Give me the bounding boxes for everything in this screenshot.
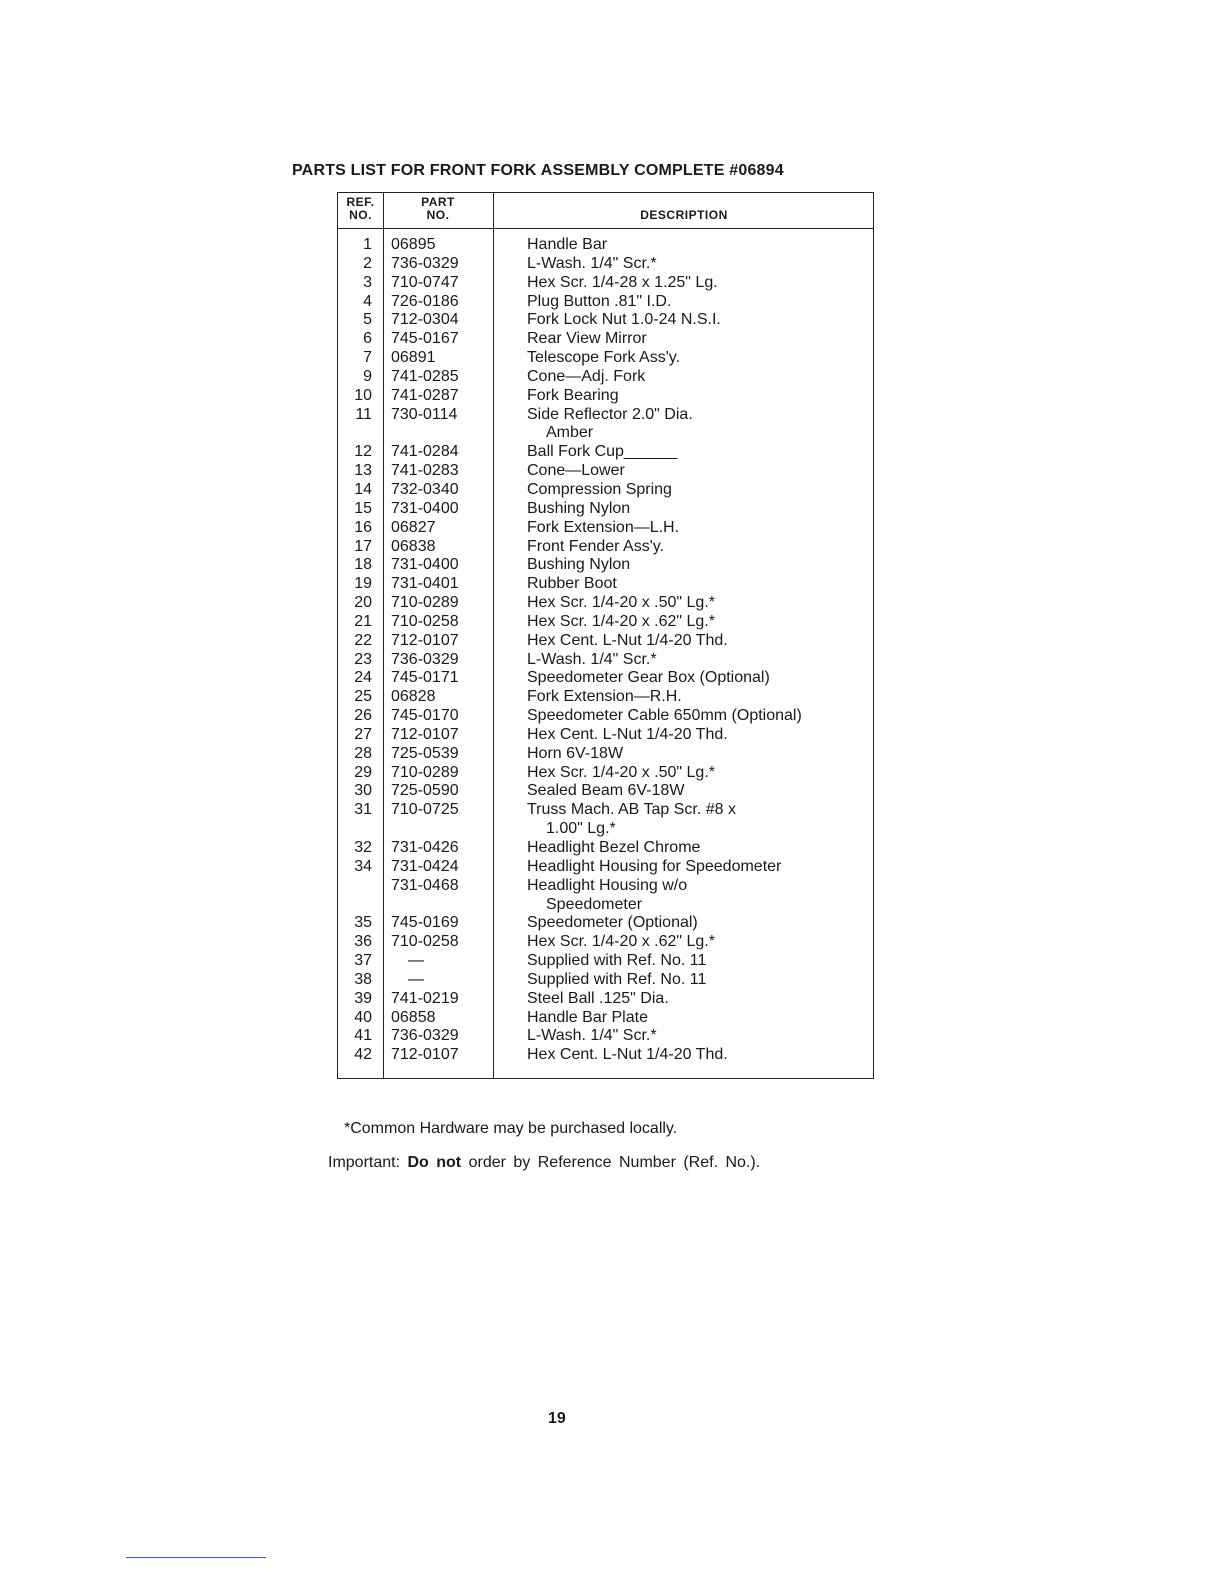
footnote: *Common Hardware may be purchased locally.: [344, 1120, 678, 1137]
page-number: 19: [548, 1410, 566, 1427]
table-row: [338, 801, 875, 820]
table-row: [338, 764, 875, 783]
ref-no: 13: [354, 462, 372, 480]
part-no: 725-0590: [391, 782, 459, 800]
table-row: [338, 1009, 875, 1028]
table-row: [338, 971, 875, 990]
description: Telescope Fork Ass'y.: [527, 349, 681, 367]
description: Speedometer: [546, 895, 643, 913]
ref-no: 3: [363, 273, 372, 291]
table-row: [338, 556, 875, 575]
table-row: [338, 575, 875, 594]
ref-no: 32: [354, 839, 372, 856]
ref-no: 37: [354, 952, 372, 970]
description: Truss Mach. AB Tap Scr. #8 x: [527, 801, 736, 819]
ref-no: 16: [354, 518, 372, 536]
ref-no: 11: [355, 405, 372, 423]
description: Fork Extension—L.H.: [527, 518, 680, 536]
description: Fork Extension—R.H.: [527, 688, 682, 706]
description: Compression Spring: [527, 480, 672, 498]
description: Hex Scr. 1/4-20 x .50" Lg.*: [527, 594, 715, 612]
ref-no: 38: [354, 970, 372, 988]
table-row: [338, 933, 875, 952]
part-no: 710-0289: [391, 594, 459, 612]
description: Hex Scr. 1/4-20 x .62" Lg.*: [527, 612, 715, 630]
table-row: [338, 538, 875, 557]
description: Supplied with Ref. No. 11: [527, 970, 707, 988]
description: Amber: [546, 424, 594, 442]
ref-no: 31: [354, 801, 372, 819]
ref-no: 18: [354, 556, 372, 574]
table-row: [338, 443, 875, 462]
table-row: [338, 952, 875, 971]
table-row: [338, 519, 875, 538]
table-row: [338, 236, 875, 255]
description: Rubber Boot: [527, 575, 617, 593]
description: Headlight Housing w/o: [527, 876, 688, 894]
part-no: 731-0400: [391, 499, 459, 517]
part-no: 741-0283: [391, 462, 459, 480]
part-no: 726-0186: [391, 292, 459, 310]
table-row: [338, 726, 875, 745]
table-row: [338, 707, 875, 726]
part-no: 736-0329: [391, 254, 459, 272]
part-no: 745-0170: [391, 707, 459, 725]
table-row: [338, 613, 875, 632]
description: Plug Button .81" I.D.: [527, 292, 672, 310]
part-no: 712-0107: [391, 1046, 459, 1064]
description: L-Wash. 1/4" Scr.*: [527, 254, 657, 272]
part-no: 710-0747: [391, 273, 459, 291]
header-part-no: PART NO.: [421, 195, 455, 222]
table-row: [338, 914, 875, 933]
part-no: 731-0424: [391, 857, 459, 875]
header-description: DESCRIPTION: [640, 208, 728, 222]
description: Speedometer (Optional): [527, 914, 698, 932]
description: Hex Cent. L-Nut 1/4-20 Thd.: [527, 725, 728, 743]
part-no: 710-0258: [391, 612, 459, 630]
ref-no: 4: [363, 292, 372, 310]
table-row: [338, 500, 875, 519]
table-row: [338, 858, 875, 877]
description: Hex Scr. 1/4-20 x .62" Lg.*: [527, 933, 715, 951]
table-row: [338, 462, 875, 481]
part-no: 710-0258: [391, 933, 459, 951]
part-no: 06827: [391, 518, 436, 536]
ref-no: 34: [354, 857, 372, 875]
ref-no: 2: [363, 254, 372, 272]
part-no: —: [408, 970, 424, 988]
table-row: [338, 594, 875, 613]
table-row: [338, 1046, 875, 1065]
ref-no: 10: [354, 386, 372, 404]
ref-no: 15: [354, 499, 372, 517]
ref-no: 42: [354, 1046, 372, 1064]
table-row: [338, 293, 875, 312]
ref-no: 30: [354, 782, 372, 800]
part-no: 745-0171: [391, 669, 459, 687]
part-no: 731-0426: [391, 839, 459, 856]
part-no: 710-0289: [391, 763, 459, 781]
part-no: 745-0167: [391, 330, 459, 348]
description: L-Wash. 1/4" Scr.*: [527, 650, 657, 668]
ref-no: 36: [354, 933, 372, 951]
part-no: 06828: [391, 688, 436, 706]
ref-no: 9: [363, 367, 372, 385]
table-row: [338, 406, 875, 425]
description: Fork Bearing: [527, 386, 619, 404]
parts-table: [337, 192, 874, 1079]
description: Horn 6V-18W: [527, 744, 624, 762]
part-no: 06891: [391, 349, 436, 367]
table-row: [338, 990, 875, 1009]
ref-no: 41: [354, 1027, 372, 1045]
table-row: [338, 669, 875, 688]
ref-no: 35: [354, 914, 372, 932]
description: Hex Cent. L-Nut 1/4-20 Thd.: [527, 1046, 728, 1064]
part-no: 06895: [391, 236, 436, 253]
table-row: [338, 255, 875, 274]
part-no: 712-0107: [391, 725, 459, 743]
part-no: 741-0284: [391, 443, 459, 461]
description: Handle Bar: [527, 236, 608, 253]
part-no: 736-0329: [391, 1027, 459, 1045]
description: Handle Bar Plate: [527, 1008, 648, 1026]
important-emphasis: Do not: [407, 1154, 462, 1171]
table-row: [338, 1027, 875, 1046]
description: L-Wash. 1/4" Scr.*: [527, 1027, 657, 1045]
description: Bushing Nylon: [527, 556, 631, 574]
ref-no: 5: [363, 311, 372, 329]
part-no: 06858: [391, 1008, 436, 1026]
part-no: 741-0285: [391, 367, 459, 385]
description: Rear View Mirror: [527, 330, 647, 348]
important-note: [328, 1154, 760, 1172]
description: Side Reflector 2.0" Dia.: [527, 405, 693, 423]
table-row: [338, 651, 875, 670]
ref-no: 40: [354, 1008, 372, 1026]
ref-no: 25: [354, 688, 372, 706]
ref-no: 29: [354, 763, 372, 781]
description: Headlight Bezel Chrome: [527, 839, 701, 856]
part-no: 725-0539: [391, 744, 459, 762]
ref-no: 24: [354, 669, 372, 687]
ref-no: 27: [354, 725, 372, 743]
description: Sealed Beam 6V-18W: [527, 782, 685, 800]
table-row: [338, 632, 875, 651]
description: Fork Lock Nut 1.0-24 N.S.I.: [527, 311, 721, 329]
description: Bushing Nylon: [527, 499, 631, 517]
important-label: Important:: [328, 1154, 401, 1171]
ref-no: 39: [354, 989, 372, 1007]
ref-no: 1: [363, 236, 372, 253]
table-row: [338, 782, 875, 801]
part-no: 731-0468: [391, 876, 459, 894]
part-no: —: [408, 952, 424, 970]
table-row: [338, 311, 875, 330]
table-row: [338, 745, 875, 764]
table-row: [338, 368, 875, 387]
description: Speedometer Gear Box (Optional): [527, 669, 770, 687]
description: Hex Cent. L-Nut 1/4-20 Thd.: [527, 631, 728, 649]
part-no: 736-0329: [391, 650, 459, 668]
table-row: [338, 820, 875, 839]
description: Speedometer Cable 650mm (Optional): [527, 707, 802, 725]
bottom-rule: [126, 1557, 266, 1558]
ref-no: 17: [354, 537, 372, 555]
ref-no: 28: [354, 744, 372, 762]
ref-no: 7: [363, 349, 372, 367]
part-no: 741-0287: [391, 386, 459, 404]
part-no: 732-0340: [391, 480, 459, 498]
ref-no: 14: [354, 480, 372, 498]
table-row: [338, 688, 875, 707]
header-divider: [338, 228, 873, 229]
ref-no: 23: [354, 650, 372, 668]
table-row: [338, 387, 875, 406]
ref-no: 19: [354, 575, 372, 593]
part-no: 745-0169: [391, 914, 459, 932]
description: Steel Ball .125" Dia.: [527, 989, 669, 1007]
ref-no: 21: [354, 612, 372, 630]
page-title: PARTS LIST FOR FRONT FORK ASSEMBLY COMPLETE #06894: [292, 162, 784, 179]
ref-no: 12: [354, 443, 372, 461]
part-no: 731-0401: [391, 575, 459, 593]
part-no: 06838: [391, 537, 436, 555]
part-no: 741-0219: [391, 989, 459, 1007]
ref-no: 26: [354, 707, 372, 725]
description: 1.00" Lg.*: [546, 820, 616, 838]
description: Supplied with Ref. No. 11: [527, 952, 707, 970]
part-no: 712-0304: [391, 311, 459, 329]
description: Front Fender Ass'y.: [527, 537, 665, 555]
description: Hex Scr. 1/4-20 x .50" Lg.*: [527, 763, 715, 781]
description: Ball Fork Cup______: [527, 443, 678, 461]
part-no: 712-0107: [391, 631, 459, 649]
table-row: [338, 481, 875, 500]
table-row: [338, 349, 875, 368]
table-body: [338, 236, 875, 1065]
part-no: 710-0725: [391, 801, 459, 819]
part-no: 731-0400: [391, 556, 459, 574]
description: Hex Scr. 1/4-28 x 1.25" Lg.: [527, 273, 718, 291]
ref-no: 22: [354, 631, 372, 649]
description: Cone—Adj. Fork: [527, 367, 646, 385]
table-row: [338, 877, 875, 896]
ref-no: 6: [363, 330, 372, 348]
part-no: 730-0114: [391, 405, 458, 423]
table-row: [338, 274, 875, 293]
description: Cone—Lower: [527, 462, 625, 480]
header-ref-no: REF. NO.: [346, 195, 375, 222]
table-row: [338, 424, 875, 443]
description: Headlight Housing for Speedometer: [527, 857, 782, 875]
table-row: [338, 330, 875, 349]
table-row: [338, 896, 875, 915]
important-text: order by Reference Number (Ref. No.).: [468, 1154, 761, 1171]
ref-no: 20: [354, 594, 372, 612]
table-row: [338, 839, 875, 858]
